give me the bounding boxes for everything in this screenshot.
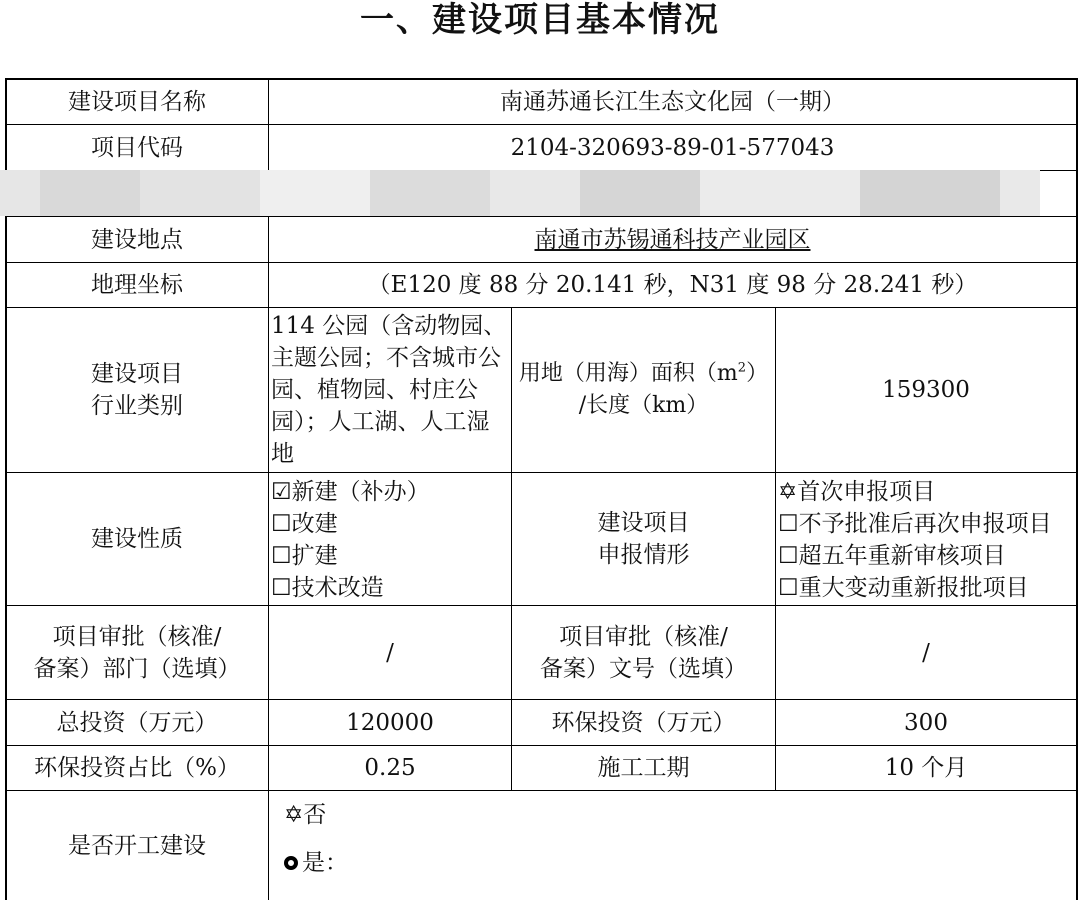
started-label: 是否开工建设 — [68, 832, 206, 859]
location-value: 南通市苏锡通科技产业园区 — [534, 226, 811, 253]
coords-label: 地理坐标 — [91, 272, 183, 298]
redacted-row — [0, 170, 1040, 216]
report-option-major-change[interactable]: ☐重大变动重新报批项目 — [778, 574, 1029, 601]
project-code-value: 2104-320693-89-01-577043 — [510, 134, 835, 161]
nature-option-expand[interactable]: ☐扩建 — [271, 542, 338, 569]
report-option-resubmit[interactable]: ☐不予批准后再次申报项目 — [778, 510, 1052, 537]
approval-doc-value: / — [922, 639, 930, 666]
env-investment-value: 300 — [904, 709, 948, 736]
construction-period-label: 施工工期 — [597, 755, 690, 781]
industry-label: 建设项目 行业类别 — [91, 361, 183, 419]
nature-options — [269, 474, 511, 605]
approval-doc-label: 项目审批（核准/ 备案）文号（选填） — [540, 623, 747, 682]
industry-value: 114 公园（含动物园、 主题公园；不含城市公 园、植物园、村庄公 园）；人工湖、人工湿 地 — [271, 313, 507, 467]
area-label: 用地（用海）面积$(m^2)$ /长度（km） — [518, 360, 769, 418]
total-investment-value: 120000 — [346, 709, 434, 736]
report-options — [776, 474, 1076, 605]
report-option-reaudit[interactable]: ☐超五年重新审核项目 — [778, 542, 1006, 569]
nature-option-rebuild[interactable]: ☐改建 — [271, 510, 338, 537]
total-investment-label: 总投资（万元） — [56, 709, 218, 736]
started-option-no[interactable]: ✡否 — [284, 802, 327, 828]
project-name-value: 南通苏通长江生态文化园（一期） — [500, 89, 845, 115]
env-ratio-value: 0.25 — [364, 755, 416, 781]
construction-period-value: 10 个月 — [884, 755, 968, 781]
env-ratio-label: 环保投资占比（%） — [34, 755, 240, 781]
project-code-label: 项目代码 — [91, 134, 183, 161]
project-name-label: 建设项目名称 — [68, 89, 206, 115]
approval-dept-value: / — [386, 639, 394, 666]
report-option-first[interactable]: ✡首次申报项目 — [778, 478, 936, 505]
radio-selected-icon — [284, 856, 298, 870]
coords-value: （E120 度 88 分 20.141 秒，N31 度 98 分 28.241 秒） — [367, 272, 978, 298]
document-title: 一、建设项目基本情况 — [360, 0, 720, 40]
env-investment-label: 环保投资（万元） — [551, 709, 736, 736]
started-option-yes[interactable]: 是： — [282, 846, 582, 880]
nature-option-tech[interactable]: ☐技术改造 — [271, 574, 384, 601]
nature-option-new[interactable]: ☑新建（补办） — [271, 478, 430, 505]
nature-label: 建设性质 — [91, 526, 183, 552]
location-label: 建设地点 — [91, 226, 183, 253]
approval-dept-label: 项目审批（核准/ 备案）部门（选填） — [33, 623, 241, 682]
report-label: 建设项目 申报情形 — [597, 510, 690, 568]
area-value: 159300 — [882, 377, 970, 403]
